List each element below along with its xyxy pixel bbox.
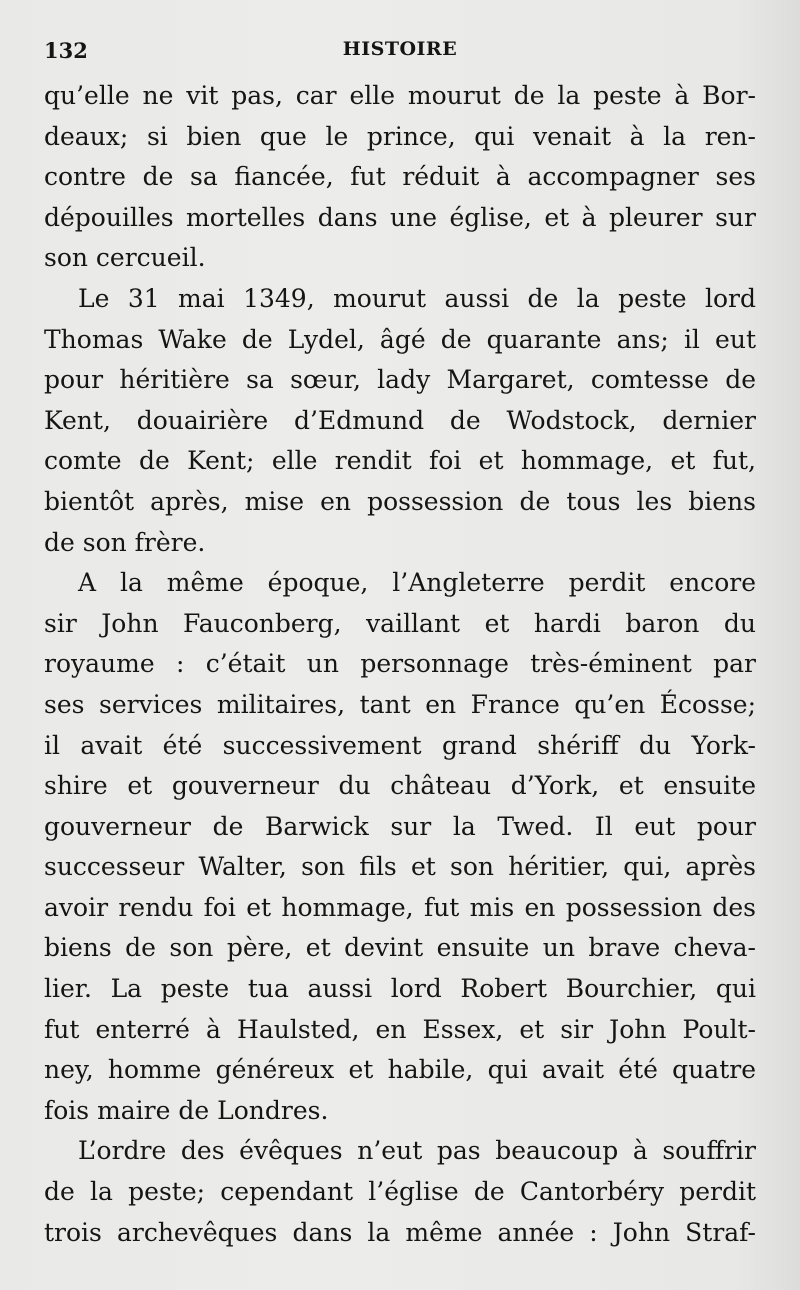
text-line: successeur Walter, son fils et son héritier, qui, après — [44, 852, 756, 882]
text-line: lier. La peste tua aussi lord Robert Bourchier, qui — [44, 974, 756, 1004]
text-line: Le 31 mai 1349, mourut aussi de la peste lord — [78, 283, 756, 313]
text-line: L’ordre des évêques n’eut pas beaucoup à souffrir — [78, 1136, 756, 1166]
text-line: il avait été successivement grand shériff du York- — [44, 730, 756, 760]
text-line: Kent, douairière d’Edmund de Wodstock, dernier — [44, 405, 756, 435]
text-line: ses services militaires, tant en France qu’en Écosse; — [44, 689, 756, 719]
text-line: fut enterré à Haulsted, en Essex, et sir John Poult- — [44, 1014, 756, 1044]
page-number: 132 — [44, 38, 88, 63]
body-text — [44, 76, 756, 1253]
text-line: shire et gouverneur du château d’York, et ensuite — [44, 771, 756, 801]
text-line: son cercueil. — [44, 243, 206, 273]
text-line: de la peste; cependant l’église de Cantorbéry perdit — [44, 1177, 756, 1207]
text-line: sir John Fauconberg, vaillant et hardi baron du — [44, 608, 756, 638]
text-line: fois maire de Londres. — [44, 1095, 329, 1125]
text-line: comte de Kent; elle rendit foi et hommage, et fut, — [44, 446, 756, 476]
text-line: Thomas Wake de Lydel, âgé de quarante ans; il eut — [44, 324, 756, 354]
text-line: deaux; si bien que le prince, qui venait à la ren- — [44, 121, 756, 151]
text-line: ney, homme généreux et habile, qui avait été quatre — [44, 1055, 756, 1085]
text-line: biens de son père, et devint ensuite un brave cheva- — [44, 933, 756, 963]
text-line: de son frère. — [44, 527, 206, 557]
text-line: pour héritière sa sœur, lady Margaret, comtesse de — [44, 365, 756, 395]
text-line: contre de sa fiancée, fut réduit à accompagner ses — [44, 162, 756, 192]
running-head: HISTOIRE — [342, 38, 458, 60]
text-line: gouverneur de Barwick sur la Twed. Il eut pour — [44, 811, 756, 841]
text-line: A la même époque, l’Angleterre perdit encore — [78, 568, 756, 598]
text-line: bientôt après, mise en possession de tous les biens — [44, 486, 756, 516]
text-line: trois archevêques dans la même année : John Straf- — [44, 1217, 756, 1247]
text-line: dépouilles mortelles dans une église, et à pleurer sur — [44, 202, 756, 232]
text-line: qu’elle ne vit pas, car elle mourut de la peste à Bor- — [44, 81, 756, 110]
text-line: avoir rendu foi et hommage, fut mis en possession des — [44, 892, 756, 922]
page-header — [44, 38, 756, 72]
text-line: royaume : c’était un personnage très-éminent par — [44, 649, 756, 679]
